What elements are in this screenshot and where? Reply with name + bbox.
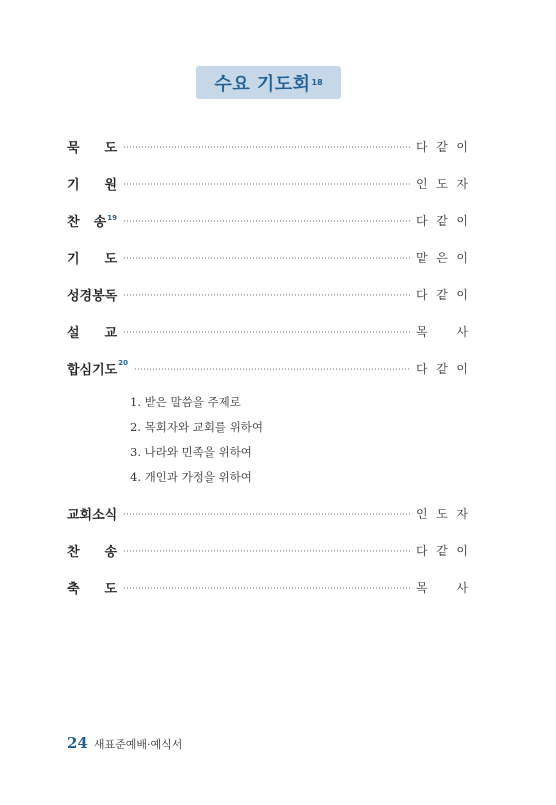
book-title: 새표준예배·예식서 <box>93 738 183 751</box>
order-row-sermon <box>67 321 468 341</box>
section-title-box <box>196 66 341 99</box>
order-row-invocation <box>67 173 468 193</box>
row-footnote: 20 <box>118 358 128 367</box>
leader-dots <box>123 550 410 552</box>
row-label: 찬 송$^{19}$ <box>67 214 117 230</box>
page-number: 24 <box>67 734 88 752</box>
prayer-topic-item: 2. 목회자와 교회를 위하여 <box>130 420 264 434</box>
section-title: 수요 기도회 <box>214 73 311 95</box>
prayer-topic-item: 1. 받은 말씀을 주제로 <box>130 395 241 409</box>
order-row-hymn <box>67 210 468 230</box>
leader-dots <box>123 146 410 148</box>
row-performer: 다 같 이 <box>416 213 468 228</box>
row-performer: 인 도 자 <box>416 506 468 521</box>
row-label: 합심기도 20 <box>67 358 128 378</box>
row-performer: 다 같 이 <box>416 543 468 558</box>
row-footnote: 19 <box>107 214 117 223</box>
row-label: 성경봉독 <box>67 288 118 304</box>
row-performer: 맡 은 이 <box>416 250 468 265</box>
leader-dots <box>123 257 410 259</box>
row-performer: 인 도 자 <box>416 176 468 191</box>
leader-dots <box>123 220 410 222</box>
title-footnote: 18 <box>311 78 323 87</box>
row-label: 기 원 <box>67 177 117 193</box>
page-footer <box>67 734 182 752</box>
order-row-united-prayer <box>67 358 468 378</box>
row-label: 축 도 <box>67 581 117 597</box>
order-row-prayer <box>67 247 468 267</box>
row-label: 교회소식 <box>67 507 118 523</box>
row-label: 기 도 <box>67 251 117 267</box>
prayer-topic-item: 4. 개인과 가정을 위하여 <box>130 470 252 484</box>
order-row-hymn-closing <box>67 540 468 560</box>
row-label: 설 교 <box>67 325 117 341</box>
order-row-silent-prayer <box>67 136 468 156</box>
row-performer: 목 사 <box>416 580 468 595</box>
row-performer: 다 같 이 <box>416 361 468 376</box>
order-row-benediction <box>67 577 468 597</box>
leader-dots <box>123 294 410 296</box>
leader-dots <box>123 183 410 185</box>
leader-dots <box>134 368 410 370</box>
order-row-scripture-reading <box>67 284 468 304</box>
row-label: 묵 도 <box>67 140 117 156</box>
row-label: 찬 송 <box>67 544 117 560</box>
leader-dots <box>123 587 410 589</box>
row-performer: 다 같 이 <box>416 287 468 302</box>
row-performer: 다 같 이 <box>416 139 468 154</box>
leader-dots <box>123 513 410 515</box>
prayer-topic-item: 3. 나라와 민족을 위하여 <box>130 445 252 459</box>
leader-dots <box>123 331 410 333</box>
order-row-church-news <box>67 503 468 523</box>
row-performer: 목 사 <box>416 324 468 339</box>
